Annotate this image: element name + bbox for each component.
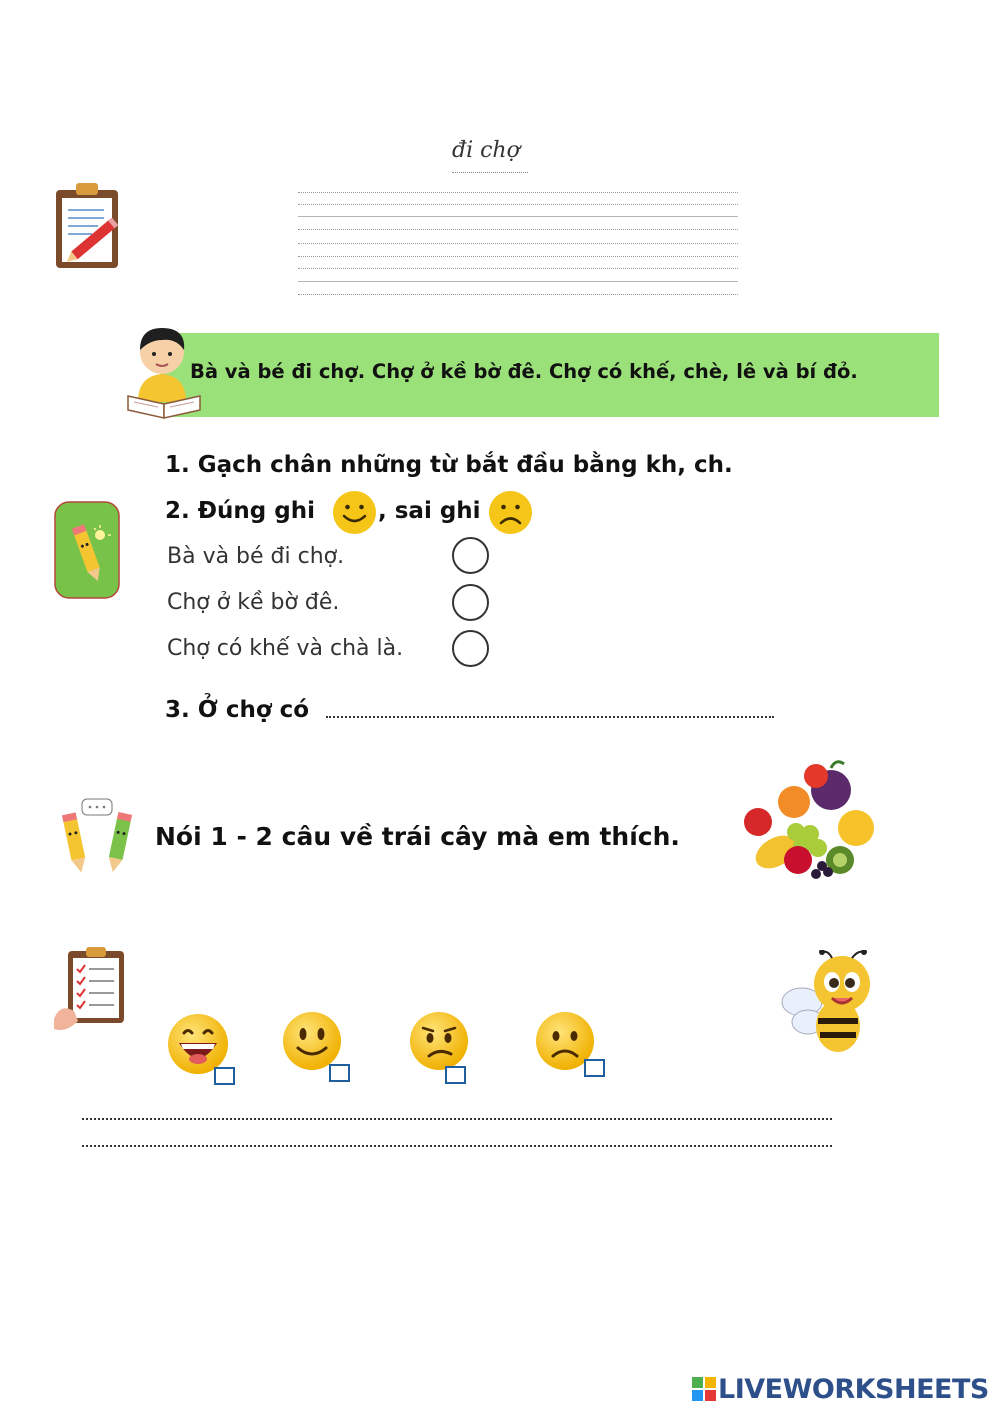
writing-line [298, 268, 738, 269]
sad-face-icon [488, 490, 533, 535]
talking-pencils-icon [54, 797, 142, 875]
liveworksheets-logo-text: LIVEWORKSHEETS [718, 1374, 989, 1405]
statement-1: Bà và bé đi chợ. [167, 544, 345, 569]
liveworksheets-logo-icon [692, 1377, 716, 1401]
pencil-idea-icon [54, 501, 120, 599]
answer-circle-3[interactable] [452, 630, 489, 667]
handwriting-sample-underline [452, 172, 528, 173]
writing-line [298, 243, 738, 244]
checkbox-laughing[interactable] [214, 1067, 235, 1085]
laughing-face-icon [167, 1013, 229, 1075]
handwriting-sample-word: đi chợ [452, 138, 520, 163]
writing-line [298, 281, 738, 282]
smiley-face-icon [332, 490, 377, 535]
bee-mascot-image [780, 950, 880, 1058]
reading-passage: Bà và bé đi chợ. Chợ ở kề bờ đê. Chợ có khế, chè, lê và bí đỏ. [190, 360, 858, 383]
question-2-middle: , sai ghi [378, 498, 481, 524]
question-3: 3. Ở chợ có [165, 697, 310, 723]
worried-face-icon [409, 1010, 469, 1072]
checkbox-smile[interactable] [329, 1064, 350, 1082]
checklist-clipboard-icon [52, 945, 128, 1035]
clipboard-pencil-icon [52, 180, 124, 272]
writing-line [298, 229, 738, 230]
question-1: 1. Gạch chân những từ bắt đầu bằng kh, ch. [165, 452, 733, 478]
writing-line [298, 256, 738, 257]
answer-line-2[interactable] [82, 1145, 832, 1147]
statement-2: Chợ ở kề bờ đê. [167, 590, 340, 615]
speaking-prompt: Nói 1 - 2 câu về trái cây mà em thích. [155, 822, 680, 851]
fruit-basket-image [736, 760, 882, 880]
smile-face-icon [282, 1010, 342, 1072]
writing-line [298, 216, 738, 217]
checkbox-sad[interactable] [584, 1059, 605, 1077]
writing-line [298, 294, 738, 295]
answer-circle-1[interactable] [452, 537, 489, 574]
question-3-answer-line[interactable] [326, 716, 774, 718]
question-2-prefix: 2. Đúng ghi [165, 498, 315, 524]
answer-circle-2[interactable] [452, 584, 489, 621]
writing-line [298, 204, 738, 205]
writing-line [298, 192, 738, 193]
answer-line-1[interactable] [82, 1118, 832, 1120]
checkbox-worried[interactable] [445, 1066, 466, 1084]
statement-3: Chợ có khế và chà là. [167, 636, 404, 661]
